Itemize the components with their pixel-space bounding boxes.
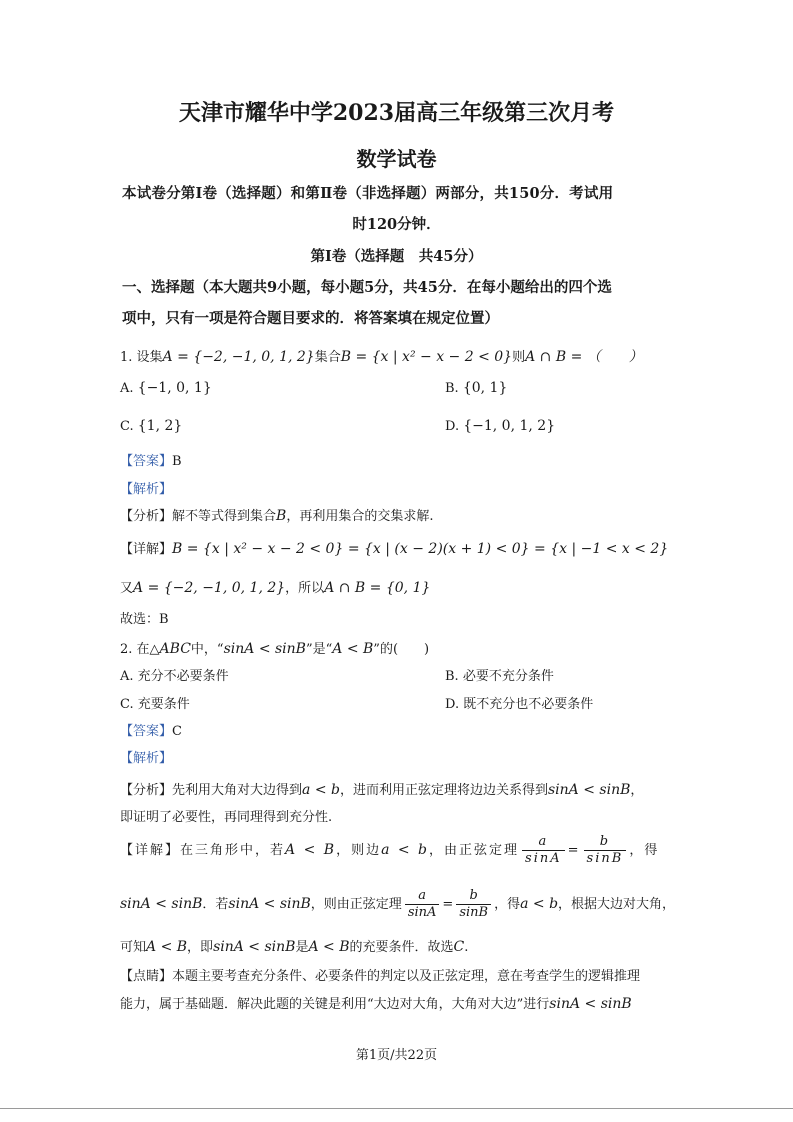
answer-tag: 【答案】 bbox=[120, 724, 173, 739]
q2-fenxi-line1: 【分析】先利用大角对大边得到a < b，进而利用正弦定理将边边关系得到sinA < sinB， bbox=[120, 782, 644, 798]
q2-answer: 【答案】C bbox=[120, 724, 182, 739]
q2-fenxi-line2: 即证明了必要性，再同理得到充分性. bbox=[120, 810, 333, 825]
q1-stem: 1. 设集A = {−2, −1, 0, 1, 2}集合B = {x | x² − x − 2 < 0}则A ∩ B = （ ） bbox=[120, 349, 643, 365]
q2-detail-line3: 可知A < B，即sinA < sinB是A < B的充要条件．故选C. bbox=[120, 939, 469, 955]
q1-again: 又A = {−2, −1, 0, 1, 2}，所以A ∩ B = {0, 1} bbox=[120, 580, 431, 596]
page-footer: 第1页/共22页 bbox=[355, 1048, 438, 1063]
q2-dianjing-line2: 能力，属于基础题．解决此题的关键是利用“大边对大角，大角对大边”进行sinA < sinB bbox=[120, 996, 632, 1012]
part1-heading: 第Ⅰ卷（选择题 共45分） bbox=[310, 248, 483, 265]
q2-option-a: A. 充分不必要条件 bbox=[120, 669, 229, 684]
q2-analysis-tag: 【解析】 bbox=[120, 751, 173, 766]
q1-option-c: C. {1, 2} bbox=[120, 418, 183, 434]
q2-option-b: B. 必要不充分条件 bbox=[445, 669, 554, 684]
q2-dianjing-line1: 【点睛】本题主要考查充分条件、必要条件的判定以及正弦定理，意在考查学生的逻辑推理 bbox=[120, 969, 641, 984]
q1-choose: 故选：B bbox=[120, 612, 169, 627]
subject-title: 数学试卷 bbox=[356, 147, 437, 171]
q1-option-b: B. {0, 1} bbox=[445, 380, 508, 396]
intro-line-2: 时120分钟． bbox=[352, 216, 441, 233]
exam-title: 天津市耀华中学2023届高三年级第三次月考 bbox=[178, 100, 615, 126]
section-instructions-1: 一、选择题（本大题共9小题，每小题5分，共45分．在每小题给出的四个选 bbox=[122, 279, 612, 296]
fraction-a-over-sinA-2: $\frac{a}{\sin A}$ bbox=[405, 888, 440, 921]
fraction-b-over-sinB-2: $\frac{b}{\sin B}$ bbox=[456, 888, 491, 921]
q2-option-c: C. 充要条件 bbox=[120, 697, 190, 712]
q1-answer: 【答案】B bbox=[120, 454, 182, 469]
q2-detail-line2: sinA < sinB．若sinA < sinB，则由正弦定理 $\frac{a}{\sin A}$ = $\frac{b}{\sin B}$ ，得a < b，根据大边对大角， bbox=[120, 888, 676, 920]
section-instructions-2: 项中，只有一项是符合题目要求的．将答案填在规定位置） bbox=[122, 310, 499, 327]
q2-detail-line1: 【详解】在三角形中，若A < B，则边a < b，由正弦定理 $\frac{a}{\sin A}$ = $\frac{b}{\sin B}$ ，得 bbox=[120, 834, 660, 866]
fraction-a-over-sinA: $\frac{a}{\sin A}$ bbox=[522, 834, 565, 867]
q1-fenxi: 【分析】解不等式得到集合B，再利用集合的交集求解. bbox=[120, 508, 434, 524]
answer-tag: 【答案】 bbox=[120, 454, 173, 469]
q1-detail: 【详解】B = {x | x² − x − 2 < 0} = {x | (x − 2)(x + 1) < 0} = {x | −1 < x < 2} bbox=[120, 541, 669, 557]
fraction-b-over-sinB: $\frac{b}{\sin B}$ bbox=[584, 834, 627, 867]
intro-line-1: 本试卷分第Ⅰ卷（选择题）和第Ⅱ卷（非选择题）两部分，共150分．考试用 bbox=[122, 185, 614, 202]
q2-stem: 2. 在△ABC中，“sinA < sinB”是“A < B”的( ) bbox=[120, 641, 430, 657]
q1-option-d: D. {−1, 0, 1, 2} bbox=[445, 418, 556, 434]
q2-option-d: D. 既不充分也不必要条件 bbox=[445, 697, 594, 712]
page-bottom-divider bbox=[0, 1108, 793, 1109]
q1-option-a: A. {−1, 0, 1} bbox=[120, 380, 212, 396]
q1-analysis-tag: 【解析】 bbox=[120, 482, 173, 497]
